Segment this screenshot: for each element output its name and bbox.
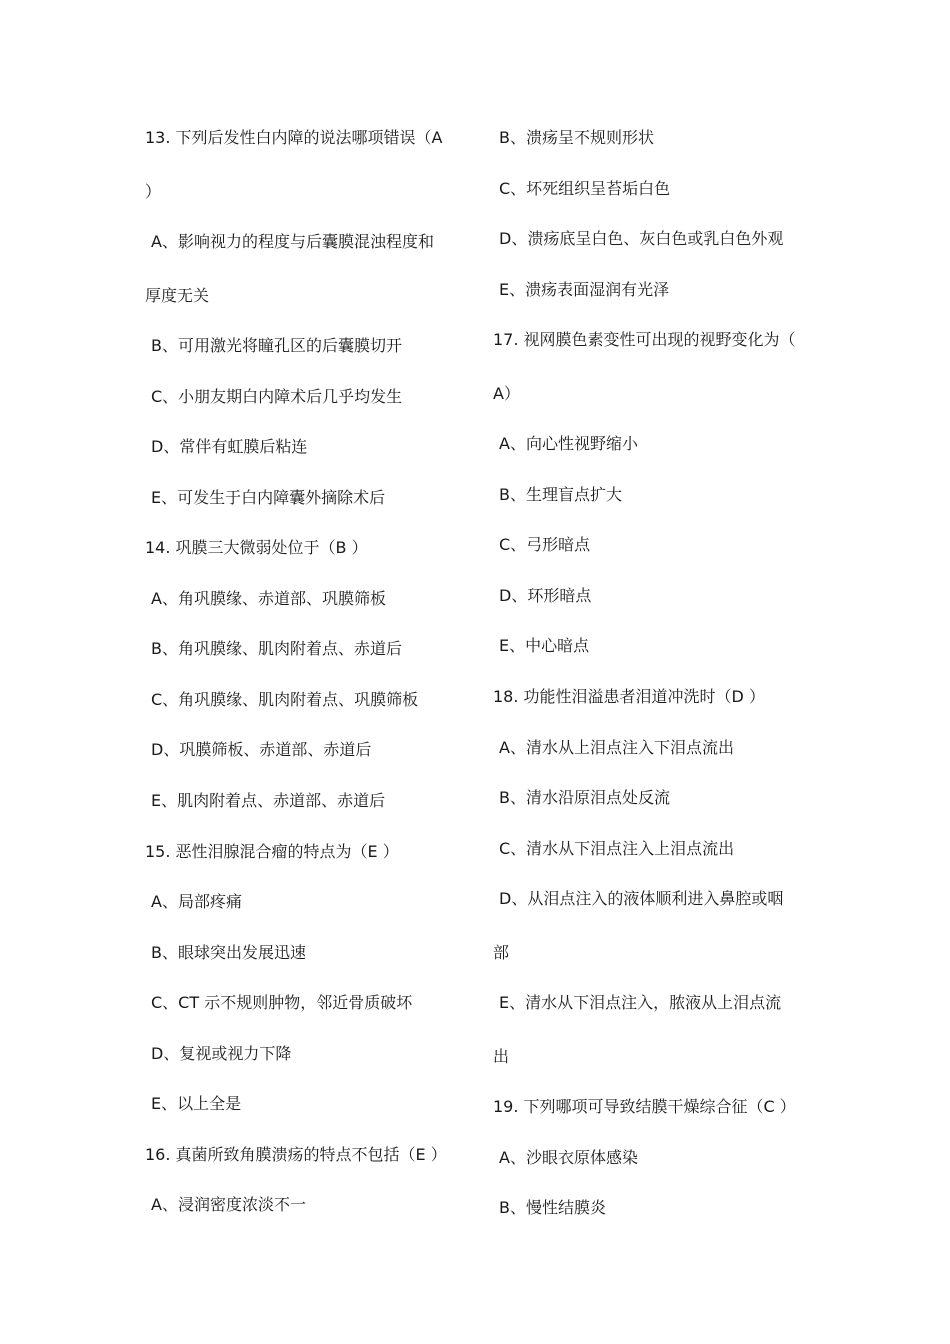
option-17d: D、环形暗点 <box>499 586 592 605</box>
option-15d: D、复视或视力下降 <box>151 1044 292 1063</box>
option-16c: C、坏死组织呈苔垢白色 <box>499 179 671 198</box>
question-15: 15. 恶性泪腺混合瘤的特点为（E ） <box>145 842 399 861</box>
option-14a: A、角巩膜缘、赤道部、巩膜筛板 <box>151 589 386 608</box>
option-18a: A、清水从上泪点注入下泪点流出 <box>499 738 734 757</box>
option-13d: D、常伴有虹膜后粘连 <box>151 437 308 456</box>
option-13a-continuation: 厚度无关 <box>145 286 210 305</box>
option-19b: B、慢性结膜炎 <box>499 1198 606 1217</box>
question-13: 13. 下列后发性白内障的说法哪项错误（A <box>145 128 443 147</box>
option-14d: D、巩膜筛板、赤道部、赤道后 <box>151 740 372 759</box>
option-19a: A、沙眼衣原体感染 <box>499 1148 638 1167</box>
option-14e: E、肌肉附着点、赤道部、赤道后 <box>151 791 386 810</box>
option-17b: B、生理盲点扩大 <box>499 485 622 504</box>
option-18c: C、清水从下泪点注入上泪点流出 <box>499 839 735 858</box>
question-19: 19. 下列哪项可导致结膜干燥综合征（C ） <box>493 1097 796 1116</box>
option-13a: A、影响视力的程度与后囊膜混浊程度和 <box>151 232 434 251</box>
option-15b: B、眼球突出发展迅速 <box>151 943 306 962</box>
option-18e: E、清水从下泪点注入，脓液从上泪点流 <box>499 993 782 1012</box>
option-15c: C、CT 示不规则肿物，邻近骨质破坏 <box>151 993 413 1012</box>
option-16b: B、溃疡呈不规则形状 <box>499 128 654 147</box>
question-18: 18. 功能性泪溢患者泪道冲洗时（D ） <box>493 687 765 706</box>
option-13c: C、小朋友期白内障术后几乎均发生 <box>151 387 403 406</box>
option-13e: E、可发生于白内障囊外摘除术后 <box>151 488 386 507</box>
option-14b: B、角巩膜缘、肌肉附着点、赤道后 <box>151 639 402 658</box>
option-18e-continuation: 出 <box>493 1047 510 1066</box>
question-14: 14. 巩膜三大微弱处位于（B ） <box>145 538 368 557</box>
option-18b: B、清水沿原泪点处反流 <box>499 788 670 807</box>
option-17c: C、弓形暗点 <box>499 535 591 554</box>
option-16e: E、溃疡表面湿润有光泽 <box>499 280 670 299</box>
option-17e: E、中心暗点 <box>499 636 590 655</box>
option-16a: A、浸润密度浓淡不一 <box>151 1195 306 1214</box>
question-17: 17. 视网膜色素变性可出现的视野变化为（ <box>493 330 796 349</box>
option-14c: C、角巩膜缘、肌肉附着点、巩膜筛板 <box>151 690 419 709</box>
option-18d: D、从泪点注入的液体顺利进入鼻腔或咽 <box>499 889 784 908</box>
option-16d: D、溃疡底呈白色、灰白色或乳白色外观 <box>499 229 784 248</box>
option-15a: A、局部疼痛 <box>151 892 242 911</box>
option-18d-continuation: 部 <box>493 943 510 962</box>
question-17-continuation: A） <box>493 384 520 403</box>
option-15e: E、以上全是 <box>151 1094 242 1113</box>
question-13-continuation: ） <box>145 182 162 201</box>
option-13b: B、可用激光将瞳孔区的后囊膜切开 <box>151 336 402 355</box>
question-16: 16. 真菌所致角膜溃疡的特点不包括（E ） <box>145 1145 447 1164</box>
option-17a: A、向心性视野缩小 <box>499 434 638 453</box>
